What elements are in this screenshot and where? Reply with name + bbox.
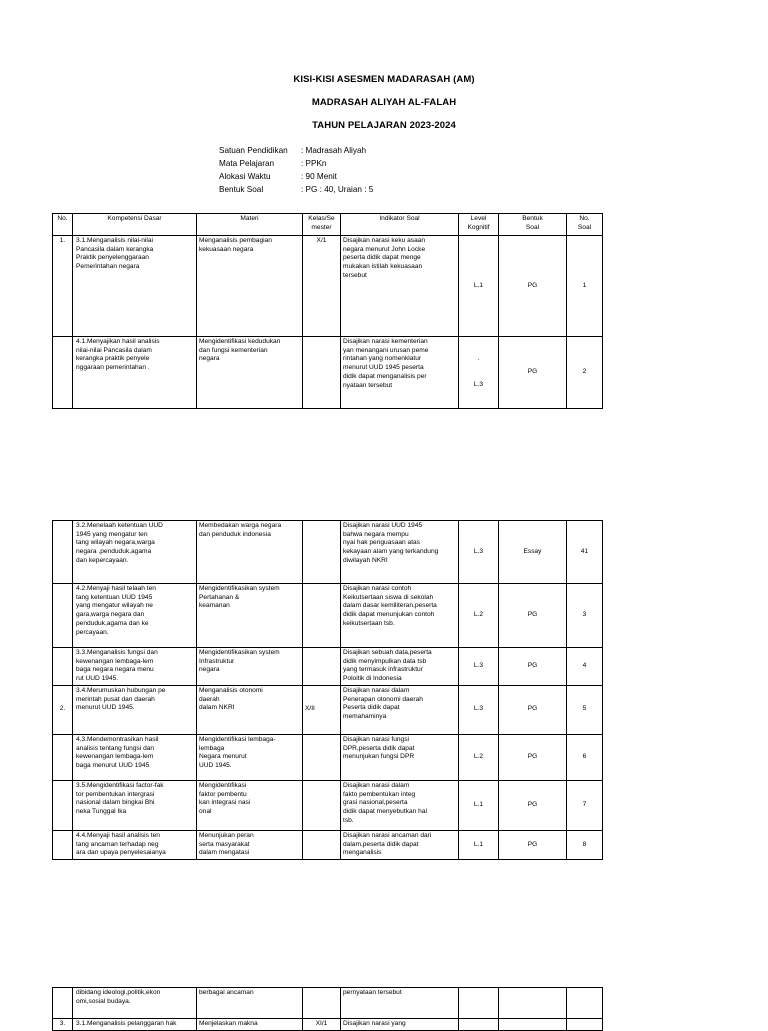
- kelas-semester: [303, 521, 341, 584]
- table-row: [53, 337, 603, 409]
- indikator-soal: Disajikan narasi dalam fakto pembentukan integ grasi nasional,peserta didik dapat menyebutkan hal tsb.: [341, 780, 459, 830]
- header-level-kognitif: Level Kognitif: [459, 214, 499, 236]
- materi: Mengidentifikasikan system Infrastruktur negara: [197, 648, 303, 686]
- kompetensi-dasar: 4.3.Mendemontrasikan hasil analisis tentang fungsi dan kewenangan lembaga-lem baga menurut UUD 1945: [73, 734, 197, 780]
- level-kognitif: L.1: [459, 780, 499, 830]
- kompetensi-dasar: 3.1.Menganalisis pelanggaran hak: [73, 1019, 197, 1031]
- info-value: : PPKn: [301, 159, 327, 168]
- bentuk-soal: [499, 1019, 567, 1031]
- level-kognitif: L.3: [459, 685, 499, 734]
- kompetensi-dasar: 3.4.Merumuskan hubungan pe merintah pusat dan daerah menurut UUD 1945.: [73, 685, 197, 734]
- kompetensi-dasar: dibidang ideologi,politik,ekon omi,sosial budaya.: [73, 988, 197, 1019]
- materi: Menjelaskan makna: [197, 1019, 303, 1031]
- materi: Mengidentifikasi lembaga- lembaga Negara menurut UUD 1945.: [197, 734, 303, 780]
- table-row: [53, 236, 603, 337]
- table-row: [53, 521, 603, 584]
- materi: Menganalisis pembagian kekuasaan negara: [197, 236, 303, 337]
- bentuk-soal: PG: [499, 830, 567, 859]
- row-number: 2.: [53, 685, 73, 734]
- info-row: [219, 157, 373, 170]
- nomor-soal: 4: [567, 648, 603, 686]
- header-materi: Materi: [197, 214, 303, 236]
- table-row: [53, 830, 603, 859]
- level-kognitif: L.1: [459, 830, 499, 859]
- info-label: Satuan Pendidikan: [219, 146, 288, 155]
- info-row: [219, 144, 373, 157]
- kisi-kisi-table-page3: [52, 987, 603, 1031]
- row-number: [53, 584, 73, 648]
- table-header-row: [53, 214, 603, 236]
- header-row-number: No.: [53, 214, 73, 236]
- kisi-kisi-table-page1: [52, 213, 603, 409]
- header-indikator-soal: Indikator Soal: [341, 214, 459, 236]
- kompetensi-dasar: 3.2.Menelaah ketentuan UUD 1945 yang mengatur ten tang wilayah negara,warga negara ,penduduk,agama dan kepercayaan.: [73, 521, 197, 584]
- kelas-semester: X/1: [303, 236, 341, 337]
- kompetensi-dasar: 3.5.Mengidentifikasi factor-fak tor pembentukan intergrasi nasional dalam bingkai Bhi neka Tunggal Ika: [73, 780, 197, 830]
- nomor-soal: 8: [567, 830, 603, 859]
- table-row: [53, 734, 603, 780]
- materi: Mengidentifikasi faktor pembentu kan integrasi nasi onal: [197, 780, 303, 830]
- bentuk-soal: PG: [499, 734, 567, 780]
- row-number: [53, 780, 73, 830]
- row-number: [53, 337, 73, 409]
- materi: Mengidentifikasi kedudukan dan fungsi kementerian negara: [197, 337, 303, 409]
- level-kognitif: [459, 988, 499, 1019]
- info-value: : PG : 40, Uraian : 5: [301, 185, 374, 194]
- table-row: [53, 1019, 603, 1031]
- indikator-soal: pernyataan tersebut: [341, 988, 459, 1019]
- level-kognitif: L.3: [459, 521, 499, 584]
- materi: berbagai ancaman: [197, 988, 303, 1019]
- nomor-soal: [567, 1019, 603, 1031]
- nomor-soal: 5: [567, 685, 603, 734]
- row-number: [53, 988, 73, 1019]
- level-kognitif: L.3: [459, 648, 499, 686]
- level-kognitif: L.2: [459, 734, 499, 780]
- indikator-soal: Disajikan narasi UUD 1945 bahwa negara mempu nyai hak penguasaan atas kekayaan alam yang terkandung diwilayah NKRI: [341, 521, 459, 584]
- table-row: [53, 780, 603, 830]
- nomor-soal: 3: [567, 584, 603, 648]
- bentuk-soal: PG: [499, 236, 567, 337]
- info-value: : 90 Menit: [301, 172, 337, 181]
- bentuk-soal: PG: [499, 648, 567, 686]
- materi: Membedakan warga negara dan penduduk indonesia: [197, 521, 303, 584]
- kisi-kisi-table-page2: [52, 520, 603, 860]
- school-name: MADRASAH ALIYAH AL-FALAH: [311, 97, 457, 108]
- nomor-soal: [567, 988, 603, 1019]
- kelas-semester: XI/1: [303, 1019, 341, 1031]
- indikator-soal: Disajikan narasi keku asaan negara menurut John Locke peserta didik dapat menge mukakan istilah kekuasaan tersebut: [341, 236, 459, 337]
- row-number: [53, 648, 73, 686]
- level-kognitif: L.1: [459, 236, 499, 337]
- table-row: [53, 685, 603, 734]
- header-kelas-semester: Kelas/Se mester: [303, 214, 341, 236]
- table-row: [53, 584, 603, 648]
- bentuk-soal: [499, 988, 567, 1019]
- level-kognitif: . L.3: [459, 337, 499, 409]
- kelas-semester: [303, 584, 341, 648]
- nomor-soal: 1: [567, 236, 603, 337]
- table-row: [53, 988, 603, 1019]
- nomor-soal: 6: [567, 734, 603, 780]
- kelas-semester: [303, 780, 341, 830]
- level-kognitif: L.2: [459, 584, 499, 648]
- header-bentuk-soal: Bentuk Soal: [499, 214, 567, 236]
- table-row: [53, 648, 603, 686]
- indikator-soal: Disajikan narasi kementerian yan menangani urusan peme rintahan yang nomenklatur menurut UUD 1945 peserta didik dapat menganalisis per nyataan tersebut: [341, 337, 459, 409]
- level-kognitif: [459, 1019, 499, 1031]
- materi: Mengidentifikasikan system Pertahanan & keamanan: [197, 584, 303, 648]
- kompetensi-dasar: 3.3.Menganalisis fungsi dan kewenangan lembaga-lem baga negara negara menu rut UUD 1945.: [73, 648, 197, 686]
- info-label: Bentuk Soal: [219, 185, 264, 194]
- nomor-soal: 41: [567, 521, 603, 584]
- indikator-soal: Disajikan narasi dalam Penerapan otonomi daerah Peserta didik dapat memahaminya: [341, 685, 459, 734]
- materi: Menganalisis otonomi daerah dalam NKRI: [197, 685, 303, 734]
- row-number: 1.: [53, 236, 73, 337]
- indikator-soal: Disajikan narasi yang: [341, 1019, 459, 1031]
- kelas-semester: [303, 734, 341, 780]
- bentuk-soal: PG: [499, 780, 567, 830]
- kelas-semester: X/II: [303, 685, 341, 734]
- kelas-semester: [303, 648, 341, 686]
- row-number: [53, 734, 73, 780]
- bentuk-soal: PG: [499, 584, 567, 648]
- indikator-soal: Disajikan narasi ancaman dari dalam,peserta didik dapat menganalisis: [341, 830, 459, 859]
- academic-year: TAHUN PELAJARAN 2023-2024: [312, 120, 456, 131]
- info-value: : Madrasah Aliyah: [301, 146, 367, 155]
- bentuk-soal: PG: [499, 685, 567, 734]
- indikator-soal: Disajikan narasi contoh Keikutsertaan siswa di sekolah dalam dasar kemiliteran,peserta didik dapat menunjukan contoh keikutsertaan tsb.: [341, 584, 459, 648]
- kompetensi-dasar: 4.4.Menyaji hasil analisis ten tang ancaman terhadap neg ara dan upaya penyelesaianya: [73, 830, 197, 859]
- header-nomor-soal: No. Soal: [567, 214, 603, 236]
- nomor-soal: 2: [567, 337, 603, 409]
- kelas-semester: [303, 830, 341, 859]
- bentuk-soal: PG: [499, 337, 567, 409]
- info-row: [219, 170, 373, 183]
- kompetensi-dasar: 4.1.Menyajikan hasil analisis nilai-nilai Pancasila dalam kerangka praktik penyele nggaraan pemerintahan .: [73, 337, 197, 409]
- indikator-soal: Disajikan sebuah data,peserta didik menyimpulkan data tsb yang termasuk infrastruktur Poloitik di Indonesia: [341, 648, 459, 686]
- materi: Menunjukan peran serta masyarakat dalam mengatasi: [197, 830, 303, 859]
- document-title: KISI-KISI ASESMEN MADARASAH (AM): [293, 74, 475, 85]
- kelas-semester: [303, 337, 341, 409]
- row-number: 3.: [53, 1019, 73, 1031]
- bentuk-soal: Essay: [499, 521, 567, 584]
- nomor-soal: 7: [567, 780, 603, 830]
- info-label: Alokasi Waktu: [219, 172, 271, 181]
- indikator-soal: Disajikan narasi fungsi DPR,peserta didik dapat menunjukan fungsi DPR: [341, 734, 459, 780]
- kompetensi-dasar: 3.1.Menganalisis nilai-nilai Pancasila dalam kerangka Praktik penyelenggaraan Pemerintahan negara: [73, 236, 197, 337]
- kelas-semester: [303, 988, 341, 1019]
- exam-info: [219, 144, 373, 196]
- info-row: [219, 183, 373, 196]
- row-number: [53, 830, 73, 859]
- kompetensi-dasar: 4.2.Menyaji hasil telaah ten tang ketentuan UUD 1945 yang mengatur wilayah ne gara,warga negara dan penduduk,agama dan ke percayaan.: [73, 584, 197, 648]
- header-kompetensi-dasar: Kompetensi Dasar: [73, 214, 197, 236]
- info-label: Mata Pelajaran: [219, 159, 275, 168]
- row-number: [53, 521, 73, 584]
